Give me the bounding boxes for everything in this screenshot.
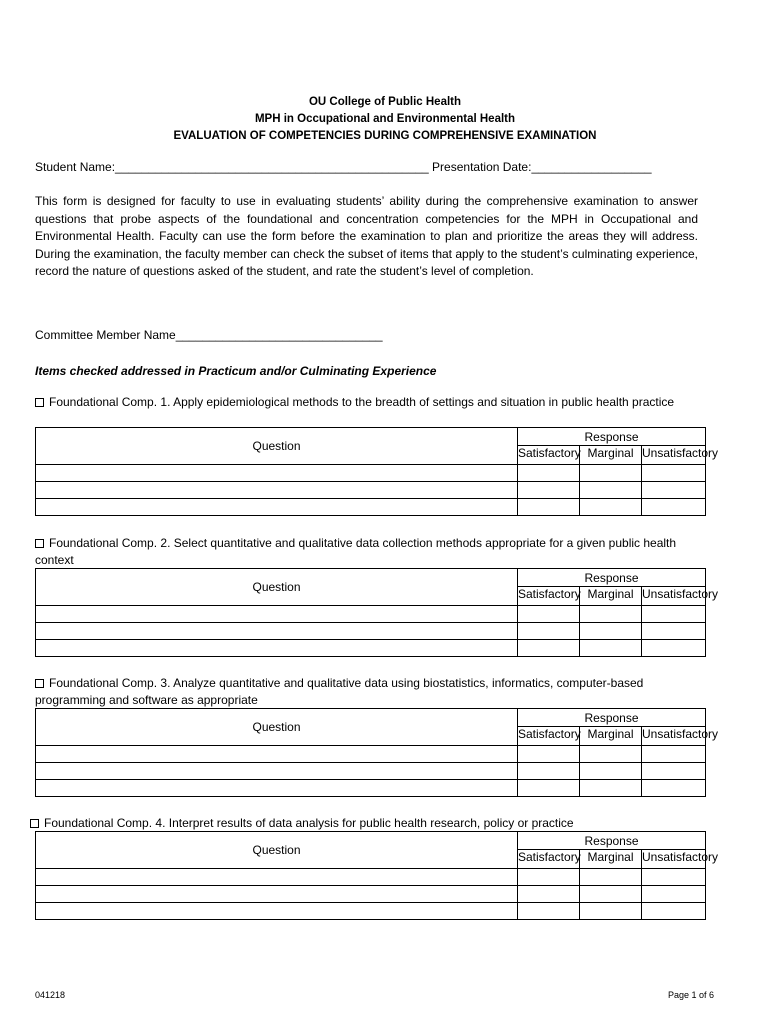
question-cell[interactable]	[36, 465, 518, 482]
satisfactory-cell[interactable]	[518, 499, 580, 516]
header-form-title: EVALUATION OF COMPETENCIES DURING COMPREHENSIVE EXAMINATION	[173, 130, 597, 142]
question-header: Question	[36, 709, 518, 746]
footer-page-number: Page 1 of 6	[667, 990, 714, 1000]
marginal-header: Marginal	[580, 446, 642, 465]
unsatisfactory-header: Unsatisfactory	[642, 727, 706, 746]
unsatisfactory-cell[interactable]	[642, 780, 706, 797]
competency-3	[35, 675, 705, 709]
response-header: Response	[518, 832, 706, 850]
unsatisfactory-cell[interactable]	[642, 903, 706, 920]
checkbox-competency-4[interactable]	[30, 819, 39, 828]
satisfactory-cell[interactable]	[518, 869, 580, 886]
unsatisfactory-cell[interactable]	[642, 482, 706, 499]
checkbox-competency-2[interactable]	[35, 539, 44, 548]
question-cell[interactable]	[36, 606, 518, 623]
satisfactory-header: Satisfactory	[518, 446, 580, 465]
table-row	[36, 606, 706, 623]
unsatisfactory-cell[interactable]	[642, 886, 706, 903]
section-title: Items checked addressed in Practicum and/or Culminating Experience	[35, 364, 437, 378]
checkbox-competency-1[interactable]	[35, 398, 44, 407]
question-cell[interactable]	[36, 746, 518, 763]
question-cell[interactable]	[36, 499, 518, 516]
marginal-cell[interactable]	[580, 623, 642, 640]
unsatisfactory-cell[interactable]	[642, 640, 706, 657]
satisfactory-cell[interactable]	[518, 482, 580, 499]
question-cell[interactable]	[36, 482, 518, 499]
marginal-cell[interactable]	[580, 640, 642, 657]
response-header: Response	[518, 428, 706, 446]
table-row	[36, 640, 706, 657]
question-header: Question	[36, 428, 518, 465]
marginal-cell[interactable]	[580, 763, 642, 780]
marginal-cell[interactable]	[580, 746, 642, 763]
unsatisfactory-cell[interactable]	[642, 869, 706, 886]
question-header: Question	[36, 832, 518, 869]
unsatisfactory-cell[interactable]	[642, 465, 706, 482]
table-row	[36, 746, 706, 763]
competency-3-table	[35, 708, 719, 797]
marginal-cell[interactable]	[580, 465, 642, 482]
satisfactory-cell[interactable]	[518, 640, 580, 657]
competency-1	[35, 394, 705, 411]
competency-2	[35, 535, 705, 569]
satisfactory-header: Satisfactory	[518, 727, 580, 746]
unsatisfactory-header: Unsatisfactory	[642, 587, 706, 606]
table-row	[36, 623, 706, 640]
satisfactory-header: Satisfactory	[518, 850, 580, 869]
unsatisfactory-cell[interactable]	[642, 606, 706, 623]
checkbox-competency-3[interactable]	[35, 679, 44, 688]
satisfactory-header: Satisfactory	[518, 587, 580, 606]
marginal-cell[interactable]	[580, 482, 642, 499]
question-cell[interactable]	[36, 869, 518, 886]
question-cell[interactable]	[36, 763, 518, 780]
marginal-header: Marginal	[580, 850, 642, 869]
header-program: MPH in Occupational and Environmental Health	[254, 113, 516, 125]
competency-4-text: Foundational Comp. 4. Interpret results of data analysis for public health research, policy or practice	[44, 816, 574, 830]
question-cell[interactable]	[36, 623, 518, 640]
satisfactory-cell[interactable]	[518, 903, 580, 920]
unsatisfactory-header: Unsatisfactory	[642, 850, 706, 869]
student-name-line[interactable]: Student Name:_______________________________________________ Presentation Date:__________________	[35, 160, 652, 174]
table-row	[36, 886, 706, 903]
committee-member-line[interactable]: Committee Member Name_______________________________	[35, 328, 383, 342]
footer-code: 041218	[35, 990, 66, 1000]
satisfactory-cell[interactable]	[518, 465, 580, 482]
intro-paragraph: This form is designed for faculty to use in evaluating students’ ability during the comprehensive examination to answer questions that probe aspects of the foundational and concentration competencies for the MPH in Occupational and Environmental Health. Faculty can use the form before the examination to plan and prioritize the areas they will address. During the examination, the faculty member can check the subset of items that apply to the student’s culminating experience, record the nature of questions asked of the student, and rate the student’s level of completion.	[35, 194, 698, 278]
marginal-cell[interactable]	[580, 606, 642, 623]
competency-4-table	[35, 831, 719, 920]
unsatisfactory-cell[interactable]	[642, 499, 706, 516]
competency-3-text: Foundational Comp. 3. Analyze quantitative and qualitative data using biostatistics, informatics, computer-based programming and software as appropriate	[35, 676, 644, 707]
unsatisfactory-cell[interactable]	[642, 623, 706, 640]
marginal-header: Marginal	[580, 727, 642, 746]
question-cell[interactable]	[36, 903, 518, 920]
satisfactory-cell[interactable]	[518, 886, 580, 903]
unsatisfactory-header: Unsatisfactory	[642, 446, 706, 465]
satisfactory-cell[interactable]	[518, 763, 580, 780]
table-row	[36, 903, 706, 920]
satisfactory-cell[interactable]	[518, 746, 580, 763]
competency-1-text: Foundational Comp. 1. Apply epidemiological methods to the breadth of settings and situation in public health practice	[49, 395, 675, 409]
competency-2-table	[35, 568, 719, 657]
satisfactory-cell[interactable]	[518, 606, 580, 623]
table-row	[36, 499, 706, 516]
marginal-cell[interactable]	[580, 886, 642, 903]
question-header: Question	[36, 569, 518, 606]
response-header: Response	[518, 709, 706, 727]
marginal-header: Marginal	[580, 587, 642, 606]
table-row	[36, 763, 706, 780]
competency-1-table	[35, 427, 719, 516]
unsatisfactory-cell[interactable]	[642, 763, 706, 780]
marginal-cell[interactable]	[580, 903, 642, 920]
question-cell[interactable]	[36, 640, 518, 657]
header-college: OU College of Public Health	[308, 96, 462, 108]
table-row	[36, 869, 706, 886]
response-header: Response	[518, 569, 706, 587]
competency-2-text: Foundational Comp. 2. Select quantitative and qualitative data collection methods appropriate for a given public health context	[35, 536, 677, 567]
question-cell[interactable]	[36, 780, 518, 797]
unsatisfactory-cell[interactable]	[642, 746, 706, 763]
marginal-cell[interactable]	[580, 780, 642, 797]
table-row	[36, 482, 706, 499]
competency-4	[30, 815, 700, 832]
table-row	[36, 465, 706, 482]
question-cell[interactable]	[36, 886, 518, 903]
satisfactory-cell[interactable]	[518, 623, 580, 640]
table-row	[36, 780, 706, 797]
marginal-cell[interactable]	[580, 869, 642, 886]
marginal-cell[interactable]	[580, 499, 642, 516]
satisfactory-cell[interactable]	[518, 780, 580, 797]
